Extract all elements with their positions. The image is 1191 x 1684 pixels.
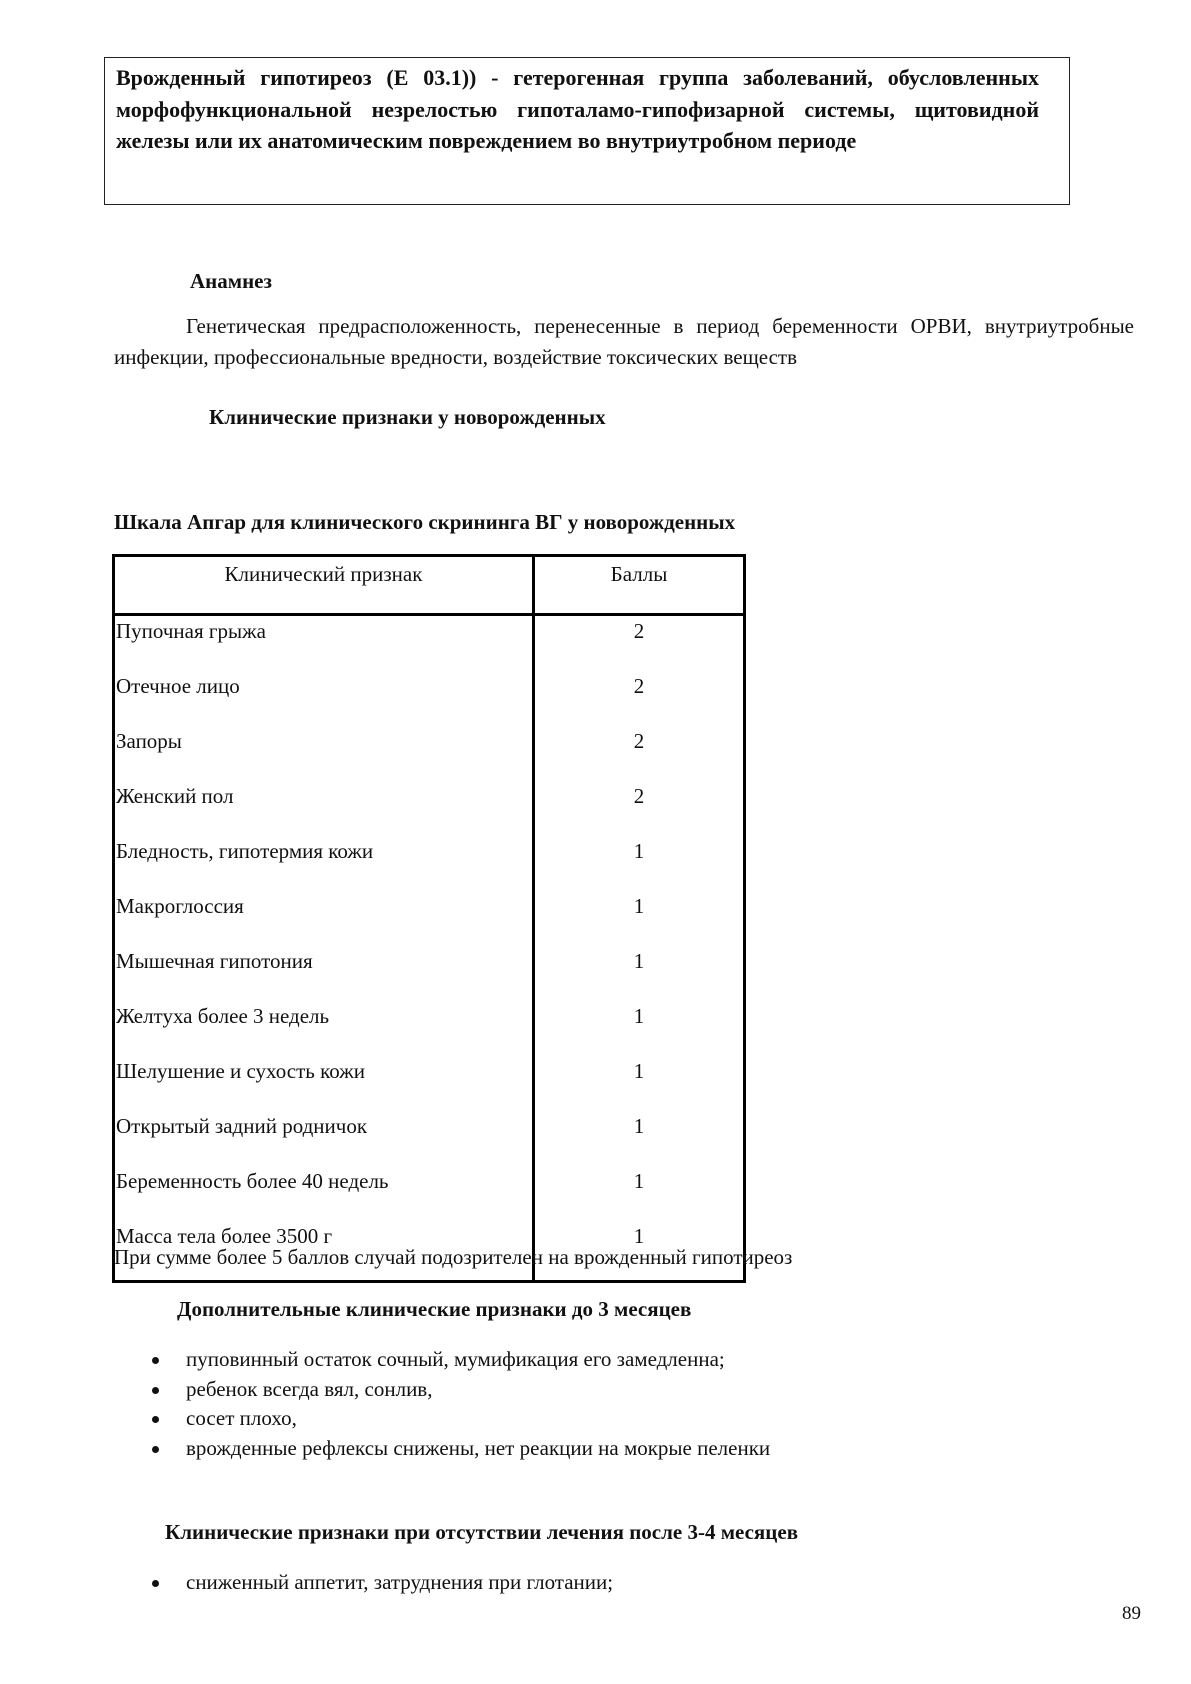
list-item bbox=[0, 1375, 770, 1405]
points-cell: 1 bbox=[633, 839, 645, 863]
sign-cell: Открытый задний родничок bbox=[114, 1111, 534, 1166]
list-item bbox=[0, 1345, 770, 1375]
points-cell: 1 bbox=[633, 1169, 645, 1193]
list-item bbox=[0, 1434, 770, 1464]
additional-signs-list bbox=[0, 1345, 770, 1463]
table-row bbox=[114, 671, 745, 726]
table-row bbox=[114, 1056, 745, 1111]
list-item-text: врожденные рефлексы снижены, нет реакции на мокрые пеленки bbox=[186, 1435, 771, 1460]
table-row bbox=[114, 726, 745, 781]
bullet-icon bbox=[152, 1446, 159, 1453]
column-header-sign: Клинический признак bbox=[114, 556, 534, 615]
table-row bbox=[114, 1001, 745, 1056]
table-row bbox=[114, 946, 745, 1001]
points-cell: 1 bbox=[633, 1059, 645, 1083]
sign-cell: Отечное лицо bbox=[114, 671, 534, 726]
list-item-text: ребенок всегда вял, сонлив, bbox=[186, 1376, 433, 1401]
table-header-row bbox=[114, 556, 745, 615]
page-number: 89 bbox=[1122, 1603, 1141, 1624]
bullet-icon bbox=[152, 1357, 159, 1364]
sign-cell: Беременность более 40 недель bbox=[114, 1166, 534, 1221]
sign-cell: Мышечная гипотония bbox=[114, 946, 534, 1001]
sign-cell: Женский пол bbox=[114, 781, 534, 836]
list-item-text: сниженный аппетит, затруднения при глотании; bbox=[186, 1570, 614, 1594]
sign-cell: Шелушение и сухость кожи bbox=[114, 1056, 534, 1111]
points-cell: 1 bbox=[633, 1004, 645, 1028]
list-item-text: сосет плохо, bbox=[186, 1406, 297, 1430]
definition-text: Врожденный гипотиреоз (Е 03.1)) - гетерогенная группа заболеваний, обусловленных морфофункциональной незрелостью гипоталамо-гипофизарной системы, щитовидной железы или их анатомическим повреждением во внутриутробном периоде bbox=[116, 65, 1039, 153]
apgar-table bbox=[112, 554, 746, 1283]
additional-signs-heading: Дополнительные клинические признаки до 3 месяцев bbox=[177, 1297, 692, 1321]
points-cell: 2 bbox=[633, 784, 645, 808]
points-cell: 1 bbox=[633, 1224, 645, 1248]
definition-box bbox=[104, 57, 1070, 205]
bullet-icon bbox=[152, 1416, 159, 1423]
list-item bbox=[0, 1404, 770, 1434]
anamnesis-heading: Анамнез bbox=[190, 269, 272, 293]
table-row bbox=[114, 781, 745, 836]
sign-cell: Макроглоссия bbox=[114, 891, 534, 946]
bullet-icon bbox=[152, 1387, 159, 1394]
list-item-text: пуповинный остаток сочный, мумификация его замедленна; bbox=[186, 1347, 725, 1371]
bullet-icon bbox=[152, 1580, 159, 1587]
table-row bbox=[114, 891, 745, 946]
newborn-signs-heading: Клинические признаки у новорожденных bbox=[209, 405, 606, 429]
sign-cell: Пупочная грыжа bbox=[114, 615, 534, 672]
apgar-title: Шкала Апгар для клинического скрининга ВГ у новорожденных bbox=[114, 510, 736, 534]
points-cell: 1 bbox=[633, 949, 645, 973]
points-cell: 2 bbox=[633, 619, 645, 643]
untreated-signs-list bbox=[0, 1568, 613, 1598]
points-cell: 1 bbox=[633, 1114, 645, 1138]
column-header-points: Баллы bbox=[534, 556, 745, 615]
table-row bbox=[114, 1111, 745, 1166]
sign-cell: Запоры bbox=[114, 726, 534, 781]
points-cell: 1 bbox=[633, 894, 645, 918]
anamnesis-text: Генетическая предрасположенность, перенесенные в период беременности ОРВИ, внутриутробные инфекции, профессиональные вредности, воздействие токсических веществ bbox=[114, 314, 1134, 369]
points-cell: 2 bbox=[633, 674, 645, 698]
points-cell: 2 bbox=[633, 729, 645, 753]
sign-cell: Желтуха более 3 недель bbox=[114, 1001, 534, 1056]
list-item bbox=[0, 1568, 613, 1598]
table-row bbox=[114, 836, 745, 891]
sign-cell: Бледность, гипотермия кожи bbox=[114, 836, 534, 891]
untreated-signs-heading: Клинические признаки при отсутствии лечения после 3-4 месяцев bbox=[165, 1520, 799, 1544]
apgar-note: При сумме более 5 баллов случай подозрителен на врожденный гипотиреоз bbox=[114, 1245, 793, 1269]
table-row bbox=[114, 1166, 745, 1221]
table-row bbox=[114, 615, 745, 672]
sign-cell: Масса тела более 3500 г bbox=[114, 1221, 534, 1282]
